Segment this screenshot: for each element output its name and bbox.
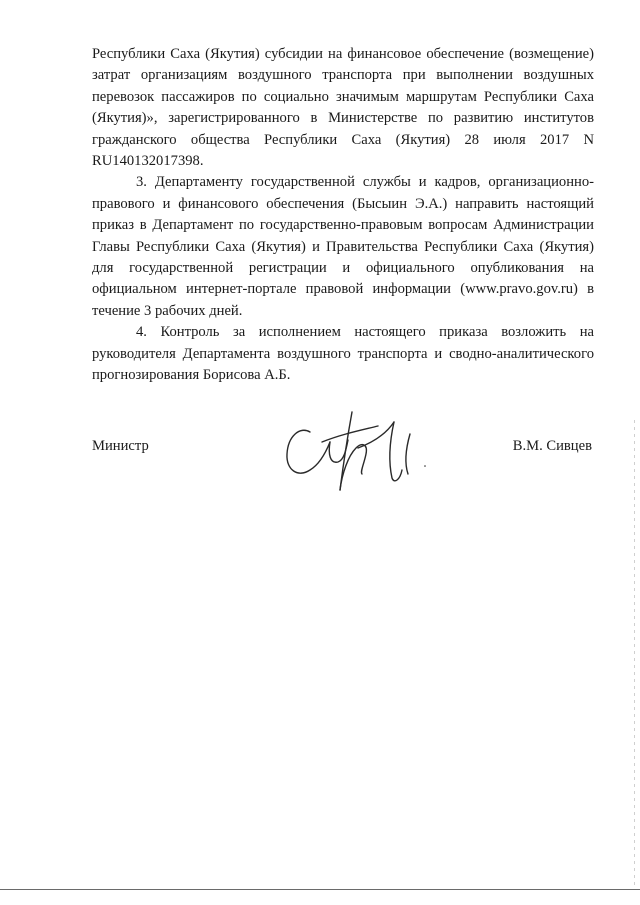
paragraph-4: 4. Контроль за исполнением настоящего приказа возложить на руководителя Департамента воздушного транспорта и сводно-аналитического прогнозирования Борисова А.Б. bbox=[92, 324, 594, 384]
paragraph-3: 3. Департаменту государственной службы и кадров, организационно-правового и финансового обеспечения (Бысыин Э.А.) направить настоящий приказ в Департамент по государственно-правовым вопросам Администрации Главы Республики Саха (Якутия) и Правительства Республики Саха (Якутия) для государственной регистрации и официального опубликования на официальном интернет-портале правовой информации (www.pravo.gov.ru) в течение 3 рабочих дней. bbox=[92, 174, 594, 319]
scan-bottom-edge bbox=[0, 889, 640, 890]
document-body bbox=[92, 44, 594, 387]
scan-edge-artifact bbox=[634, 420, 635, 890]
handwritten-signature bbox=[282, 404, 442, 499]
signatory-title: Министр bbox=[92, 438, 149, 454]
signatory-name: В.М. Сивцев bbox=[512, 438, 592, 454]
paragraph-continuation: Республики Саха (Якутия) субсидии на финансовое обеспечение (возмещение) затрат организациям воздушного транспорта при выполнении воздушных перевозок пассажиров по социально значимым маршрутам Республики Саха (Якутия)», зарегистрированного в Министерстве по развитию институтов гражданского общества Республики Саха (Якутия) 28 июля 2017 N RU140132017398. bbox=[92, 46, 594, 170]
